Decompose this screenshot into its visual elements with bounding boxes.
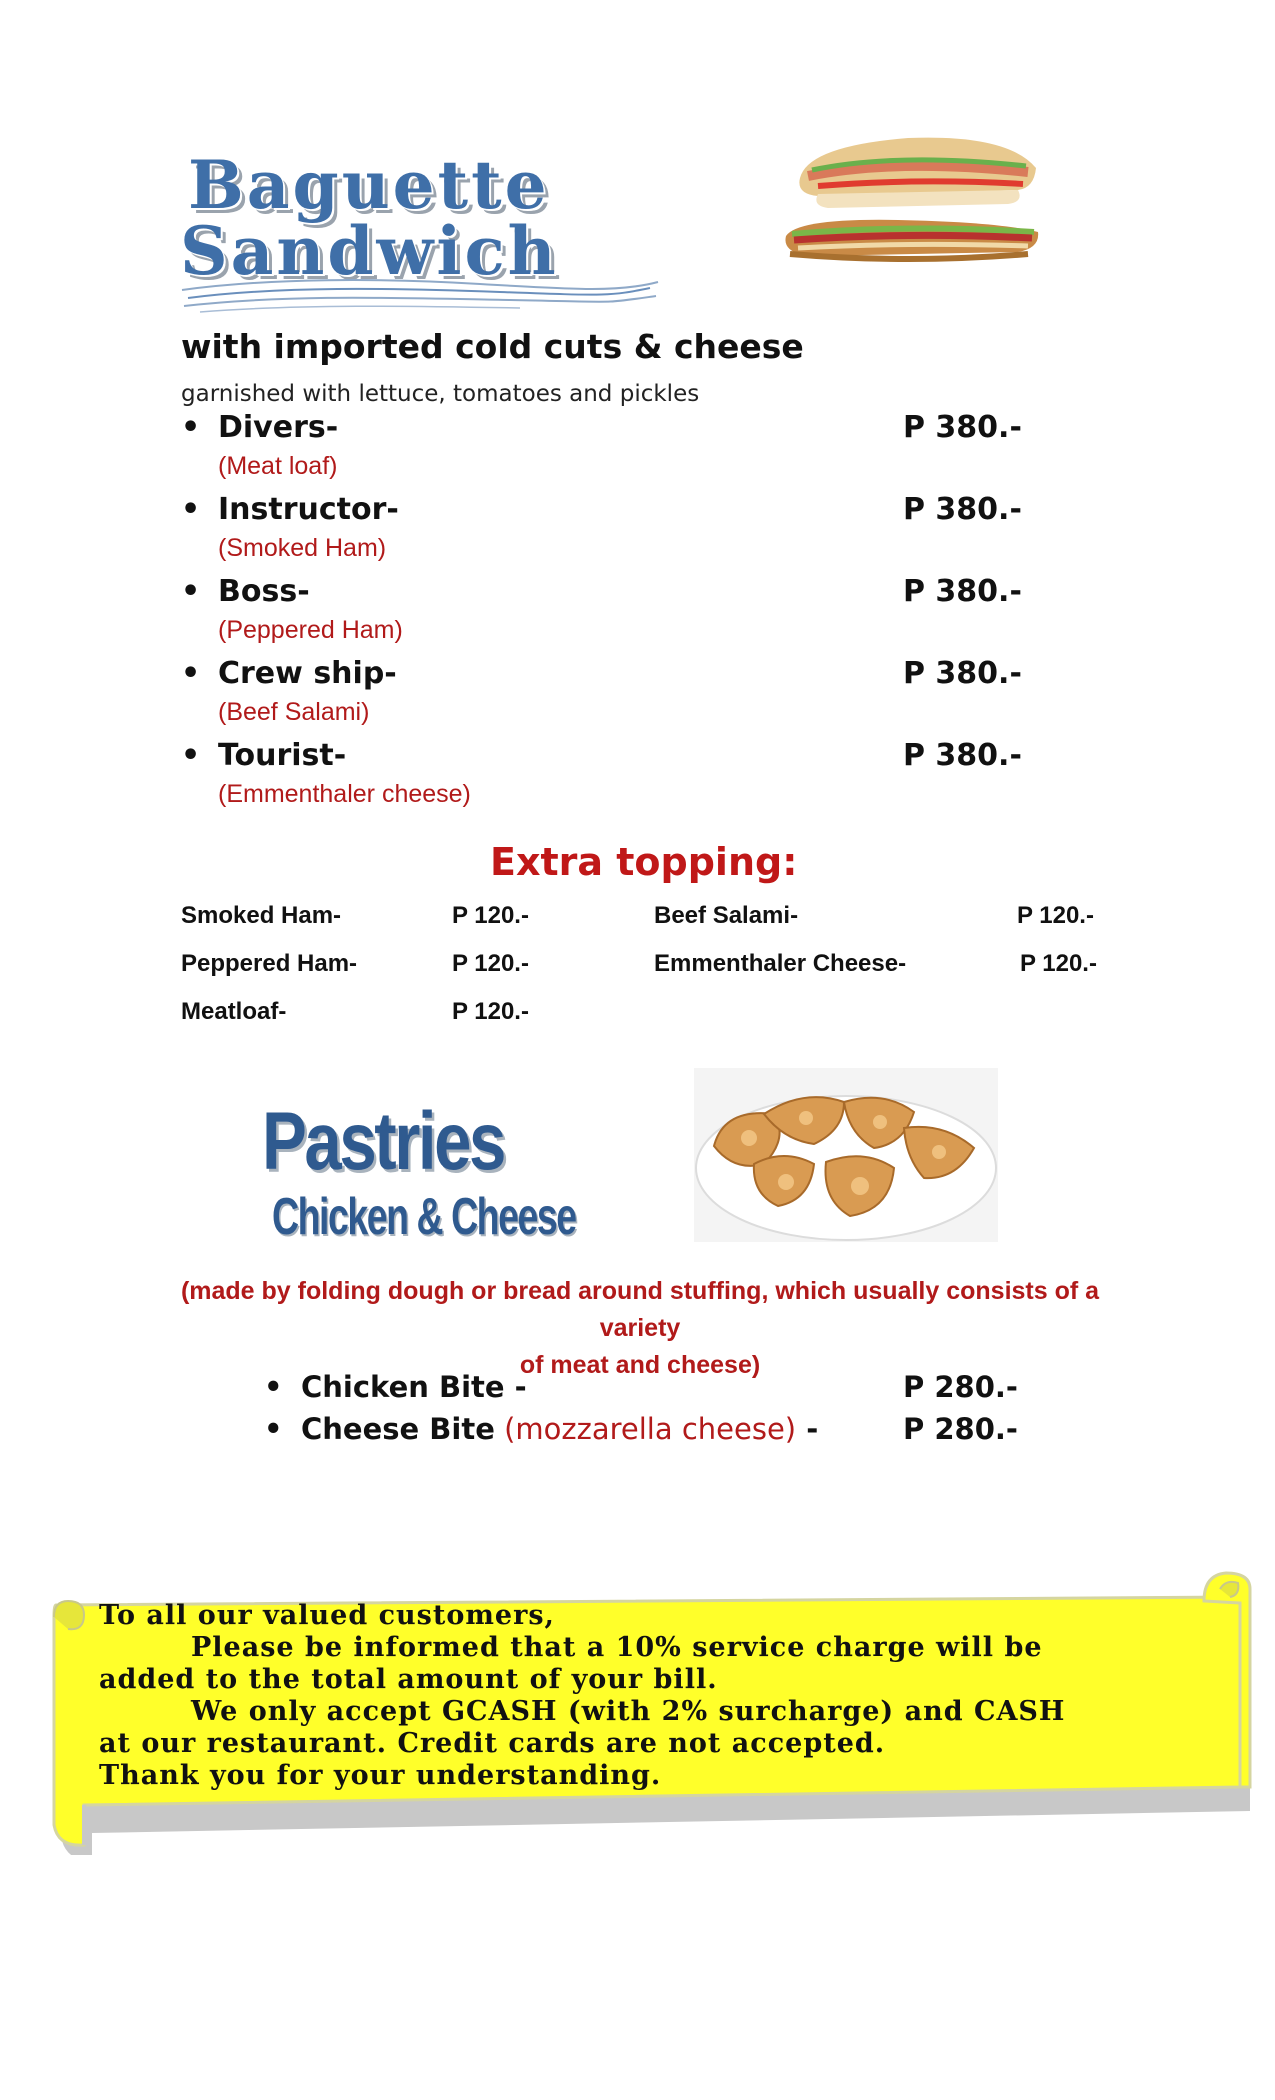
notice-line: Please be informed that a 10% service charge will be (191, 1632, 1043, 1663)
pastries-description-line2: of meat and cheese) (519, 1351, 761, 1379)
item-name-text: Cheese Bite (301, 1412, 495, 1446)
sandwich-title-line1: Baguette (188, 146, 550, 224)
topping-name: Smoked Ham- (181, 902, 342, 929)
pastries-subtitle: Chicken & Cheese (272, 1188, 576, 1246)
item-name: Boss- (218, 574, 310, 609)
item-description: (Meat loaf) (218, 452, 338, 480)
bullet: • (181, 738, 201, 773)
item-description: (Emmenthaler cheese) (218, 780, 471, 808)
title-waves-decoration (180, 270, 660, 315)
pastries-description (140, 1273, 1140, 1384)
item-description: (Smoked Ham) (218, 534, 387, 562)
item-name (301, 1370, 527, 1404)
menu-item-tourist (181, 738, 1041, 778)
item-price: P 380.- (903, 656, 1022, 691)
menu-item-boss (181, 574, 1041, 614)
topping-name: Meatloaf- (181, 998, 287, 1025)
sandwich-title-line2: Sandwich (180, 212, 559, 290)
notice-line: We only accept GCASH (with 2% surcharge) and CASH (191, 1696, 1066, 1727)
notice-line: at our restaurant. Credit cards are not accepted. (99, 1728, 886, 1759)
item-price: P 380.- (903, 410, 1022, 445)
pastries-description-line1: (made by folding dough or bread around stuffing, which usually consists of a variety (180, 1277, 1100, 1342)
notice-line: added to the total amount of your bill. (99, 1664, 718, 1695)
item-note: (mozzarella cheese) (494, 1412, 797, 1446)
menu-item-cheese-bite (264, 1412, 1064, 1452)
item-description: (Peppered Ham) (218, 616, 403, 644)
notice-line: Thank you for your understanding. (99, 1760, 662, 1791)
bullet: • (181, 410, 201, 445)
item-price: P 380.- (903, 492, 1022, 527)
item-name: Crew ship- (218, 656, 397, 691)
pastries-title: Pastries (262, 1096, 505, 1187)
item-name-suffix: - (796, 1412, 819, 1446)
topping-price: P 120.- (452, 950, 529, 977)
topping-name: Emmenthaler Cheese- (654, 950, 907, 977)
item-price: P 380.- (903, 574, 1022, 609)
menu-item-instructor (181, 492, 1041, 532)
menu-item-divers (181, 410, 1041, 450)
sandwich-subheading: garnished with lettuce, tomatoes and pickles (181, 381, 700, 407)
item-price: P 280.- (903, 1370, 1018, 1404)
topping-price: P 120.- (452, 902, 529, 929)
item-description: (Beef Salami) (218, 698, 370, 726)
menu-item-chicken-bite (264, 1370, 1064, 1410)
topping-name: Beef Salami- (654, 902, 799, 929)
notice-text (99, 1600, 1219, 1792)
topping-name: Peppered Ham- (181, 950, 358, 977)
bullet: • (264, 1412, 283, 1446)
menu-item-crew-ship (181, 656, 1041, 696)
baguette-sandwich-image (778, 128, 1048, 268)
item-name: Divers- (218, 410, 339, 445)
notice-line: To all our valued customers, (99, 1600, 555, 1631)
topping-price: P 120.- (1020, 950, 1097, 977)
topping-price: P 120.- (1017, 902, 1094, 929)
extra-topping-title: Extra topping: (490, 840, 798, 884)
bullet: • (181, 656, 201, 691)
item-name: Tourist- (218, 738, 347, 773)
item-name (301, 1412, 818, 1446)
empanada-pastries-image (694, 1068, 998, 1242)
item-name-suffix: - (504, 1370, 527, 1404)
item-price: P 380.- (903, 738, 1022, 773)
bullet: • (264, 1370, 283, 1404)
item-name-text: Chicken Bite (301, 1370, 505, 1404)
bullet: • (181, 492, 201, 527)
sandwich-heading: with imported cold cuts & cheese (181, 327, 804, 366)
item-name: Instructor- (218, 492, 399, 527)
item-price: P 280.- (903, 1412, 1018, 1446)
topping-price: P 120.- (452, 998, 529, 1025)
bullet: • (181, 574, 201, 609)
